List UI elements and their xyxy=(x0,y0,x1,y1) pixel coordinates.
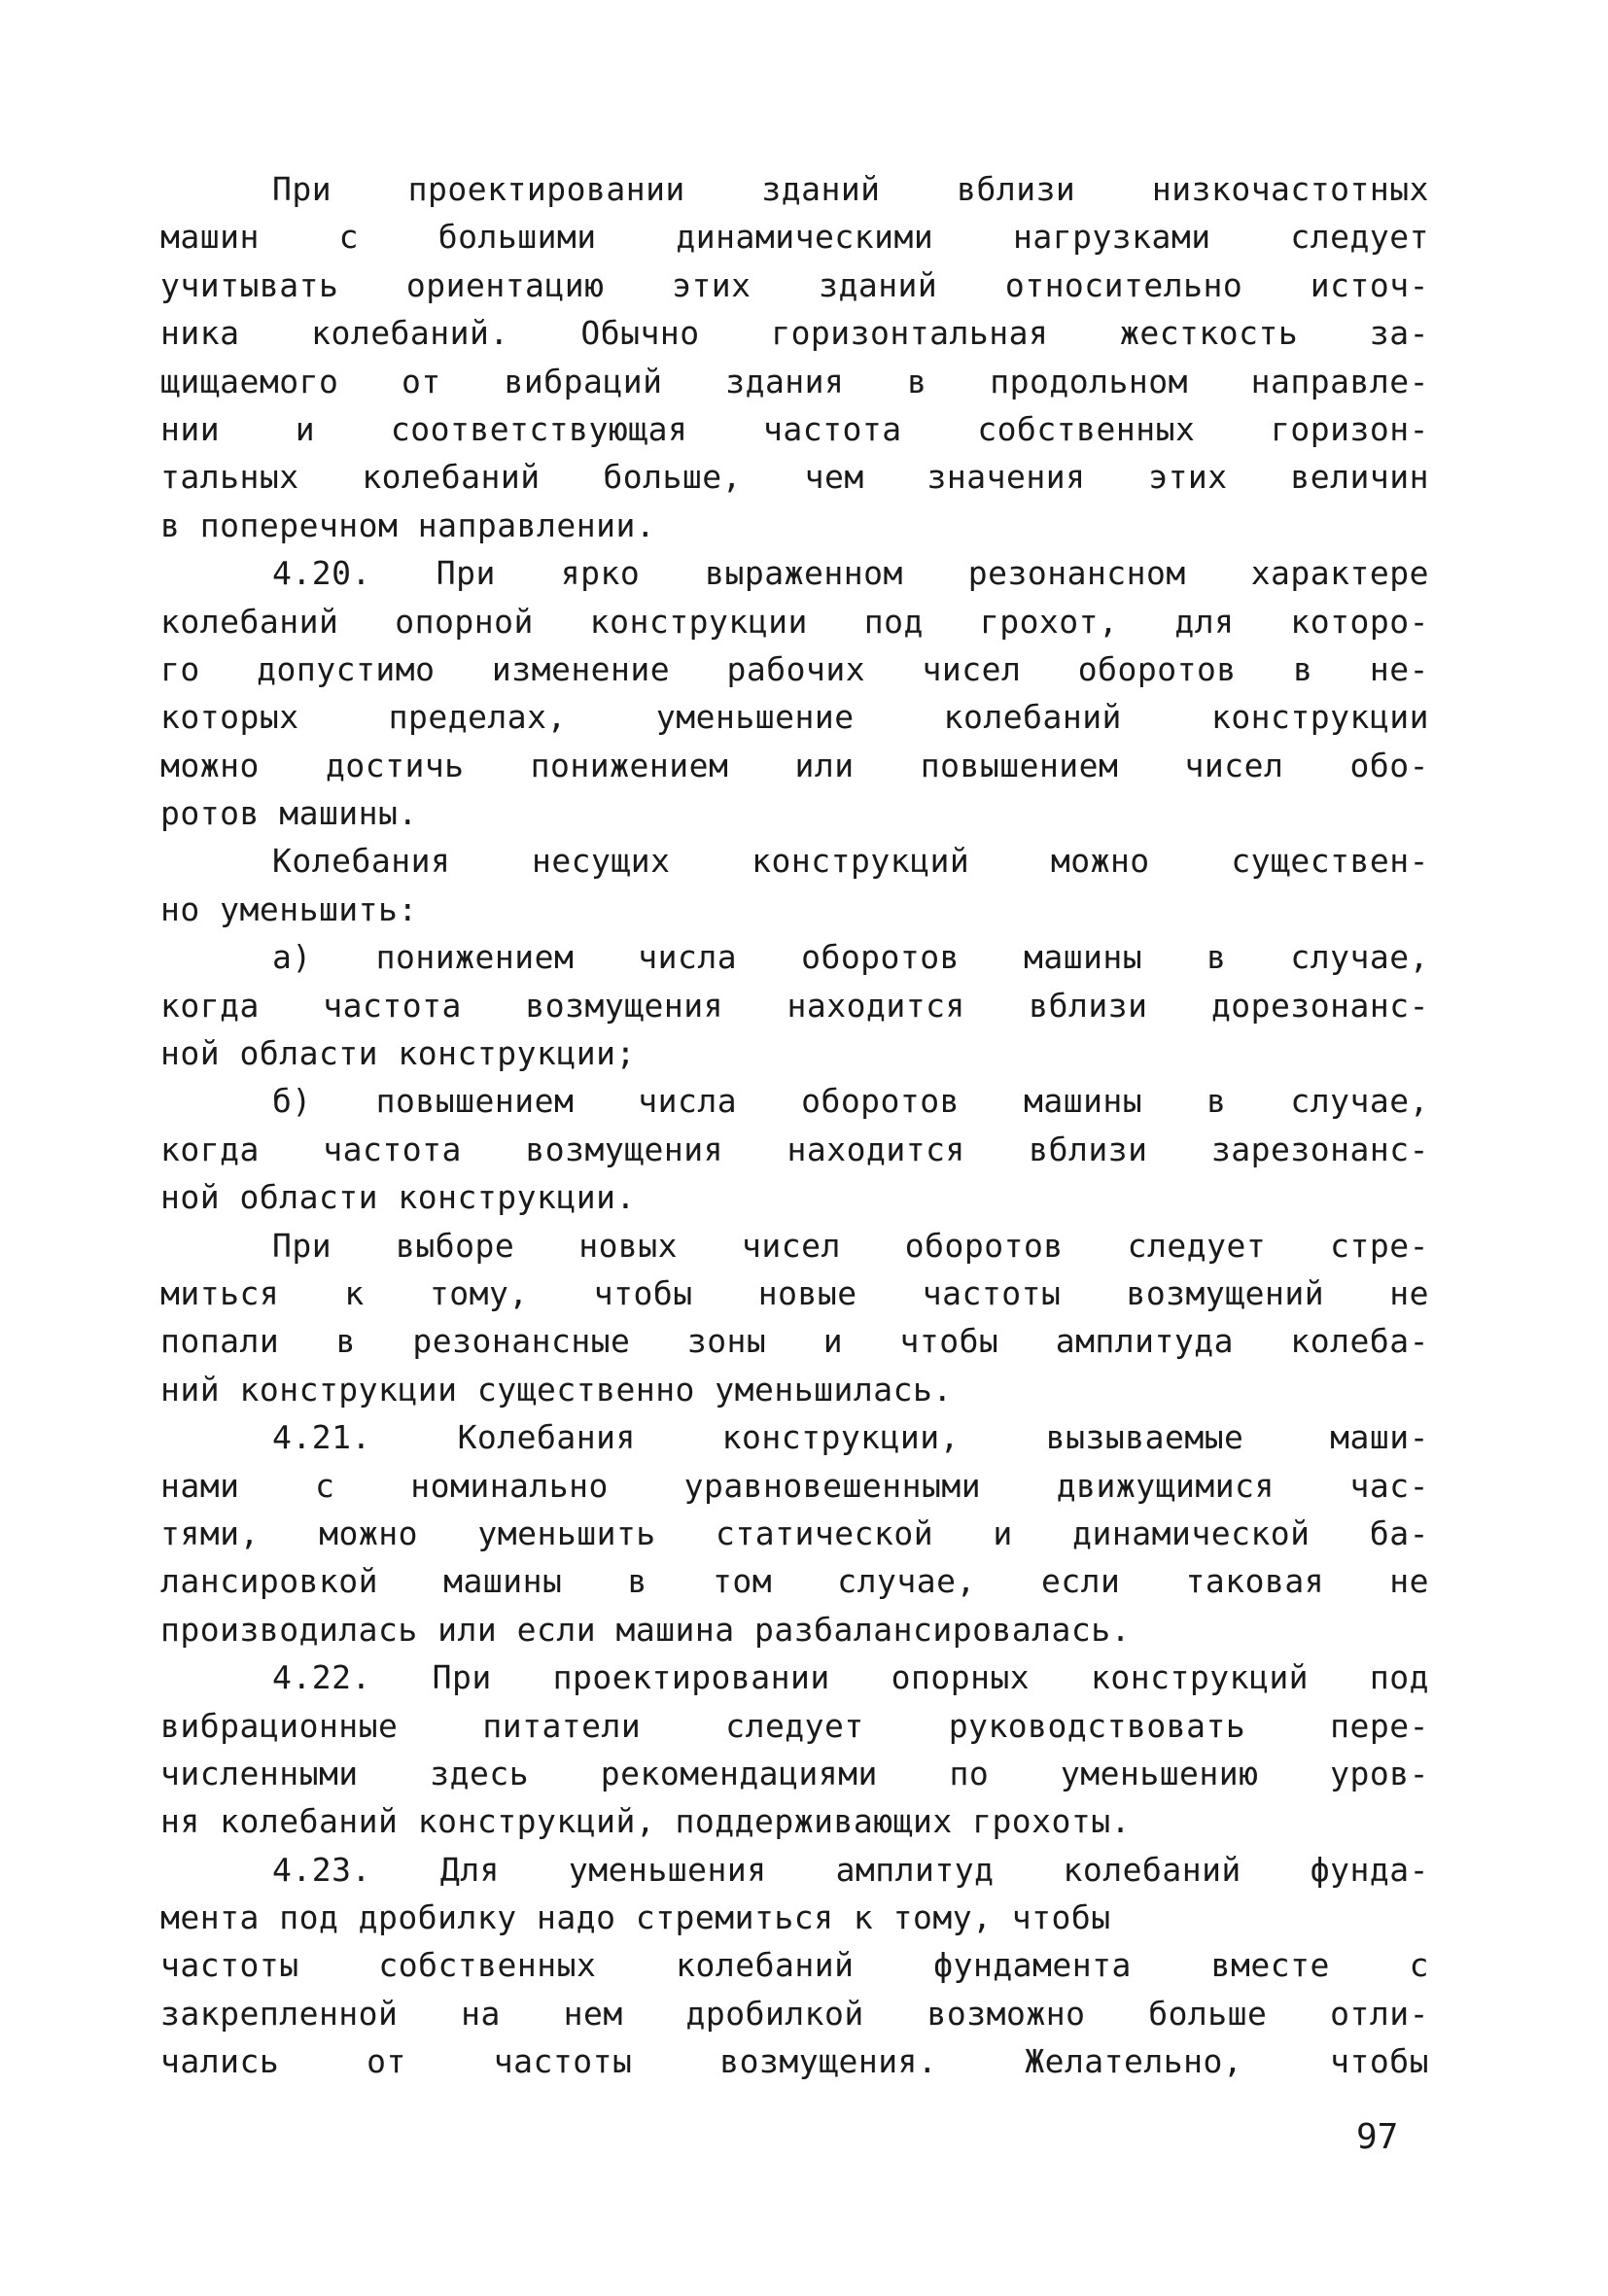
text-line: 4.23. Для уменьшения амплитуд колебаний фунда- xyxy=(272,1850,1429,1889)
text-line: 4.21. Колебания конструкции, вызываемые маши- xyxy=(272,1418,1429,1457)
text-line: частоты собственных колебаний фундамента вместе с xyxy=(160,1946,1429,1985)
text-line: можно достичь понижением или повышением чисел обо- xyxy=(160,746,1429,784)
text-line: ной области конструкции. xyxy=(160,1178,636,1217)
text-line: машин с большими динамическими нагрузками следует xyxy=(160,218,1429,257)
text-line: го допустимо изменение рабочих чисел оборотов в не- xyxy=(160,649,1429,688)
text-line: учитывать ориентацию этих зданий относительно источ- xyxy=(160,265,1429,304)
text-line: 4.22. При проектировании опорных конструкций под xyxy=(272,1658,1429,1697)
page-number: 97 xyxy=(1356,2117,1399,2157)
text-line: которых пределах, уменьшение колебаний конструкции xyxy=(160,698,1429,737)
text-line: ной области конструкции; xyxy=(160,1034,636,1073)
text-line: тальных колебаний больше, чем значения этих величин xyxy=(160,458,1429,497)
text-line: тями, можно уменьшить статической и динамической ба- xyxy=(160,1513,1429,1552)
text-line: закрепленной на нем дробилкой возможно больше отли- xyxy=(160,1994,1429,2033)
text-line: но уменьшить: xyxy=(160,889,418,928)
text-line: колебаний опорной конструкции под грохот, для которо- xyxy=(160,602,1429,641)
text-line: а) понижением числа оборотов машины в случае, xyxy=(272,938,1429,977)
text-line: чались от частоты возмущения. Желательно, чтобы xyxy=(160,2042,1429,2081)
text-line: ротов машины. xyxy=(160,794,418,833)
text-line: попали в резонансные зоны и чтобы амплитуда колеба- xyxy=(160,1322,1429,1361)
text-line: ний конструкции существенно уменьшилась. xyxy=(160,1370,953,1409)
text-line: производилась или если машина разбалансировалась. xyxy=(160,1610,1132,1649)
text-line: б) повышением числа оборотов машины в случае, xyxy=(272,1082,1429,1121)
body-text xyxy=(160,165,1429,2086)
text-line: При проектировании зданий вблизи низкочастотных xyxy=(272,170,1429,208)
text-line: ня колебаний конструкций, поддерживающих грохоты. xyxy=(160,1802,1132,1841)
text-line: мента под дробилку надо стремиться к тому, чтобы xyxy=(160,1898,1111,1937)
text-line: щищаемого от вибраций здания в продольном направле- xyxy=(160,362,1429,400)
text-line: 4.20. При ярко выраженном резонансном характере xyxy=(272,554,1429,593)
text-line: При выборе новых чисел оборотов следует стре- xyxy=(272,1226,1429,1265)
text-line: нии и соответствующая частота собственных горизон- xyxy=(160,409,1429,448)
text-line: миться к тому, чтобы новые частоты возмущений не xyxy=(160,1273,1429,1312)
text-line: численными здесь рекомендациями по уменьшению уров- xyxy=(160,1754,1429,1792)
text-line: в поперечном направлении. xyxy=(160,505,656,544)
text-line: когда частота возмущения находится вблизи зарезонанс- xyxy=(160,1130,1429,1168)
text-line: нами с номинально уравновешенными движущимися час- xyxy=(160,1466,1429,1505)
text-line: Колебания несущих конструкций можно существен- xyxy=(272,842,1429,881)
text-line: вибрационные питатели следует руководствовать пере- xyxy=(160,1706,1429,1745)
text-line: лансировкой машины в том случае, если таковая не xyxy=(160,1562,1429,1601)
text-line: ника колебаний. Обычно горизонтальная жесткость за- xyxy=(160,314,1429,353)
text-line: когда частота возмущения находится вблизи дорезонанс- xyxy=(160,986,1429,1025)
